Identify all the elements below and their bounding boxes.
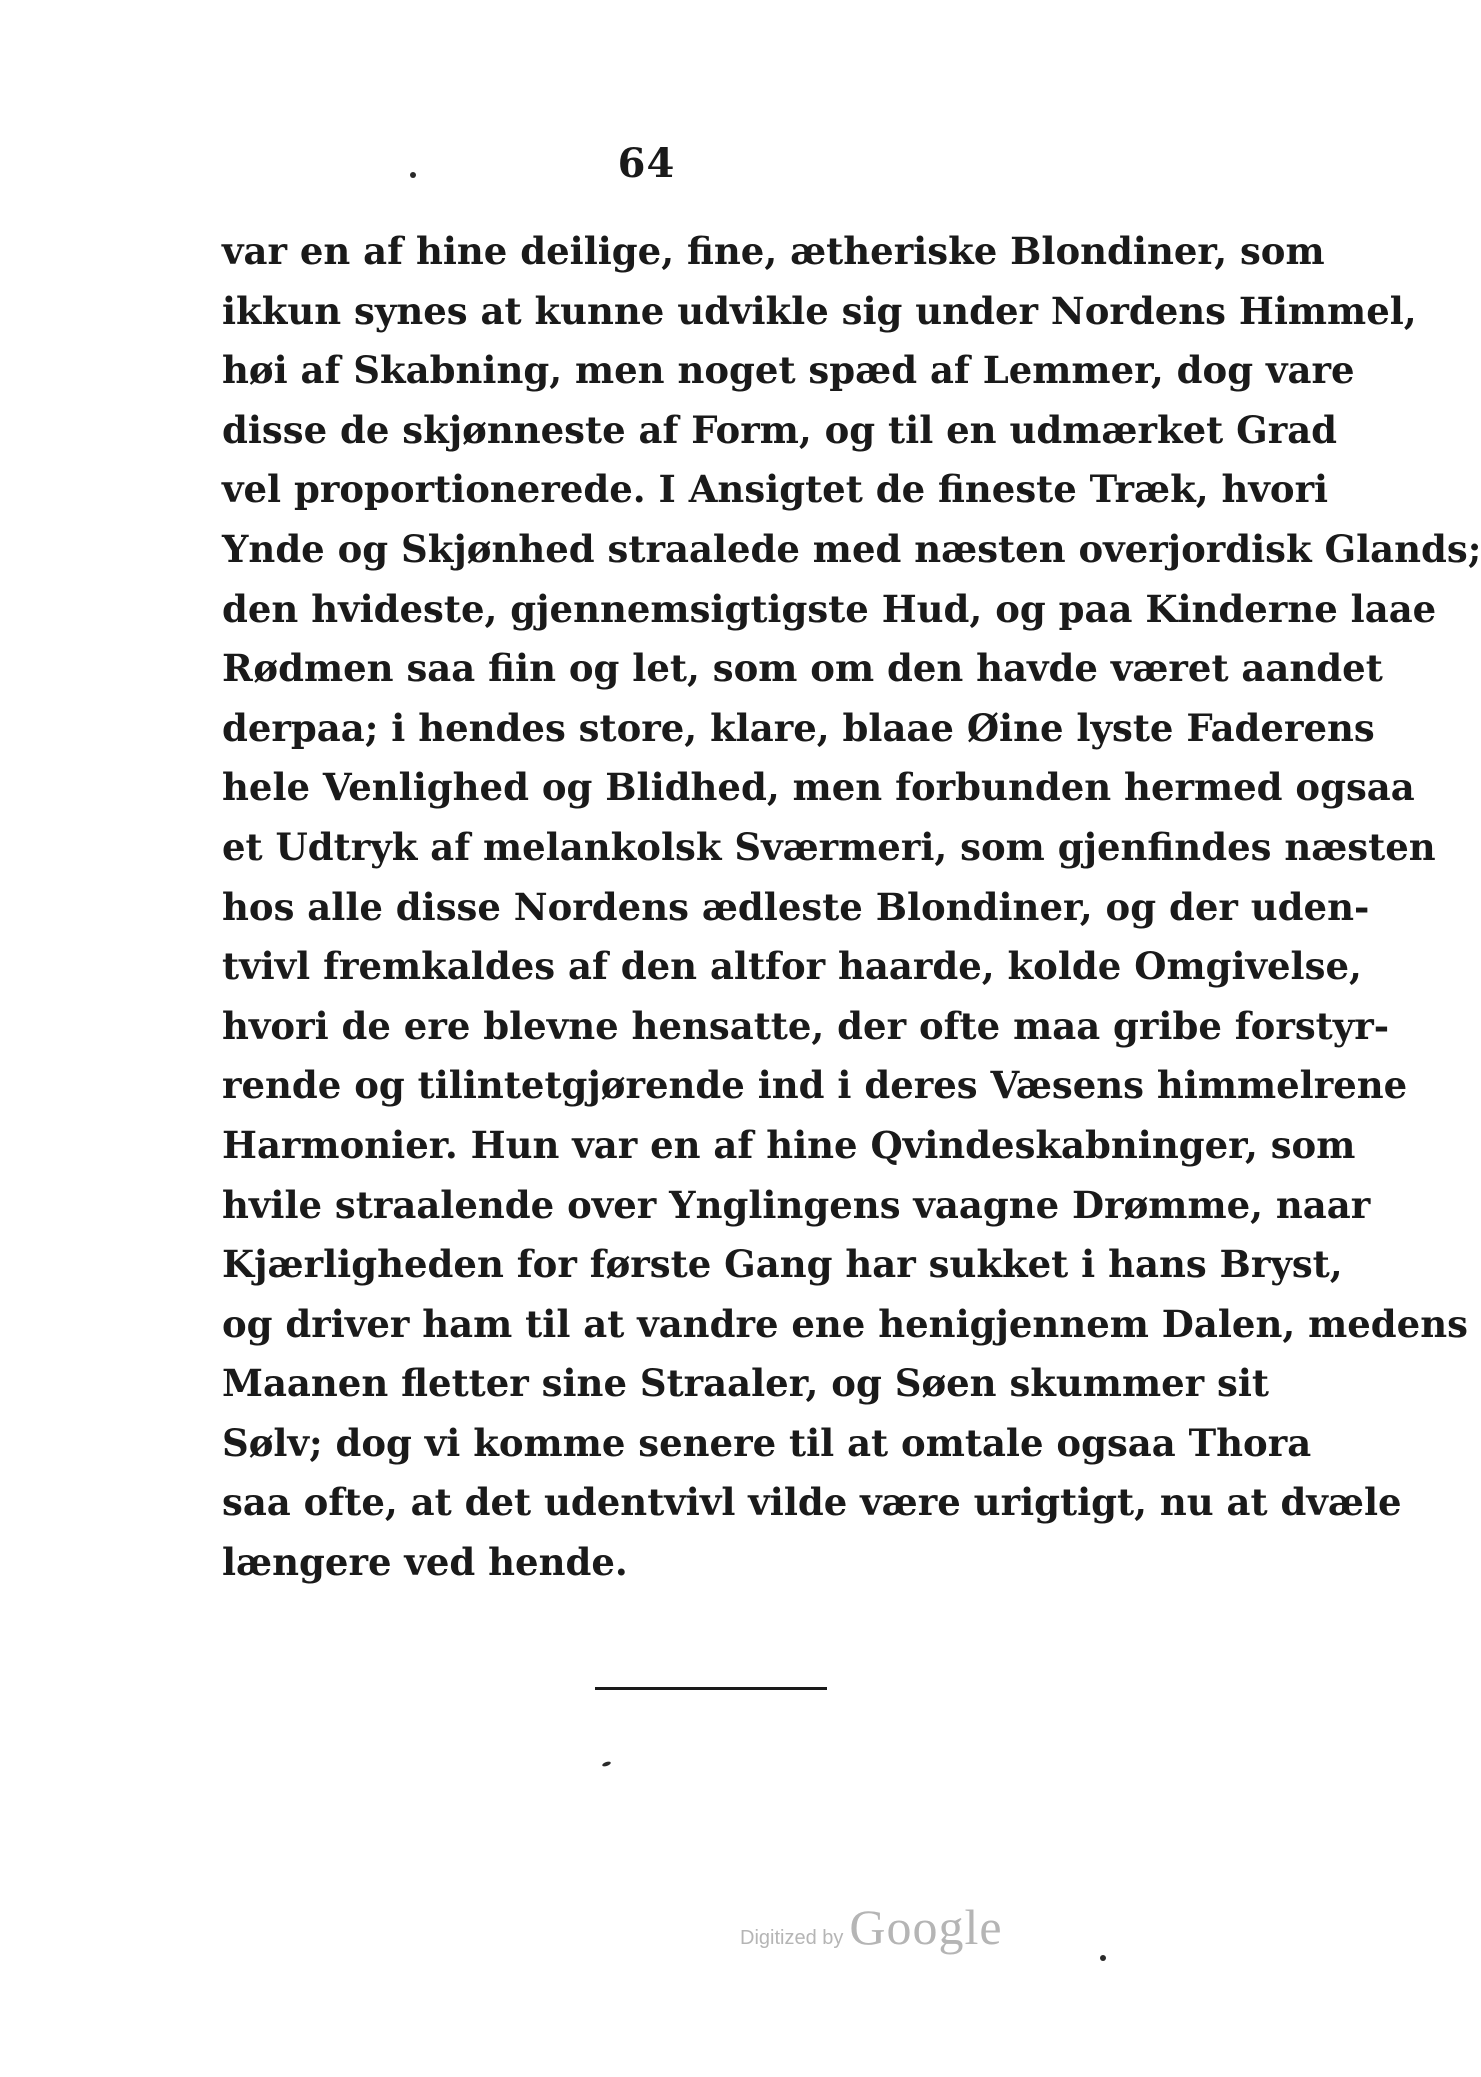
- text-line: hvori de ere blevne hensatte, der ofte maa gribe forstyr-: [222, 1003, 1390, 1048]
- text-line: hvile straalende over Ynglingens vaagne Drømme, naar: [222, 1182, 1371, 1227]
- digitized-prefix: Digitized by: [740, 1927, 844, 1949]
- page-number: 64: [617, 140, 676, 187]
- section-divider: [595, 1687, 827, 1690]
- text-line: derpaa; i hendes store, klare, blaae Øine lyste Faderens: [222, 705, 1375, 750]
- text-line: hele Venlighed og Blidhed, men forbunden hermed ogsaa: [222, 765, 1415, 810]
- text-line: Ynde og Skjønhed straalede med næsten overjordisk Glands;: [222, 526, 1481, 571]
- text-line: Kjærligheden for første Gang har sukket i hans Bryst,: [222, 1242, 1343, 1287]
- text-line: et Udtryk af melankolsk Sværmeri, som gjenfindes næsten: [222, 824, 1436, 869]
- text-line: rende og tilintetgjørende ind i deres Væsens himmelrene: [222, 1063, 1408, 1108]
- text-line: Rødmen saa fiin og let, som om den havde været aandet: [222, 646, 1383, 691]
- digitized-watermark: [740, 1898, 1003, 1956]
- text-line: var en af hine deilige, fine, ætheriske Blondiner, som: [222, 229, 1325, 273]
- text-line: ikkun synes at kunne udvikle sig under Nordens Himmel,: [222, 288, 1417, 333]
- text-line: Sølv; dog vi komme senere til at omtale ogsaa Thora: [222, 1420, 1312, 1465]
- ink-speck: [602, 1761, 612, 1768]
- text-line: længere ved hende.: [222, 1540, 628, 1585]
- text-line: vel proportionerede. I Ansigtet de fineste Træk, hvori: [222, 467, 1329, 512]
- text-line: den hvideste, gjennemsigtigste Hud, og paa Kinderne laae: [222, 586, 1437, 631]
- text-line: Maanen fletter sine Straaler, og Søen skummer sit: [222, 1361, 1270, 1406]
- text-line: saa ofte, at det udentvivl vilde være urigtigt, nu at dvæle: [222, 1480, 1402, 1525]
- google-logo: Google: [849, 1899, 1003, 1955]
- text-line: hos alle disse Nordens ædleste Blondiner, og der uden-: [222, 884, 1370, 929]
- ink-speck: [1100, 1955, 1106, 1961]
- text-line: disse de skjønneste af Form, og til en udmærket Grad: [222, 407, 1338, 452]
- text-line: tvivl fremkaldes af den altfor haarde, kolde Omgivelse,: [222, 944, 1362, 989]
- text-line: Harmonier. Hun var en af hine Qvindeskabninger, som: [222, 1122, 1356, 1167]
- body-text: [222, 222, 1481, 1593]
- text-line: høi af Skabning, men noget spæd af Lemmer, dog vare: [222, 348, 1355, 393]
- ink-speck: [410, 172, 416, 178]
- text-line: og driver ham til at vandre ene henigjennem Dalen, medens: [222, 1301, 1468, 1346]
